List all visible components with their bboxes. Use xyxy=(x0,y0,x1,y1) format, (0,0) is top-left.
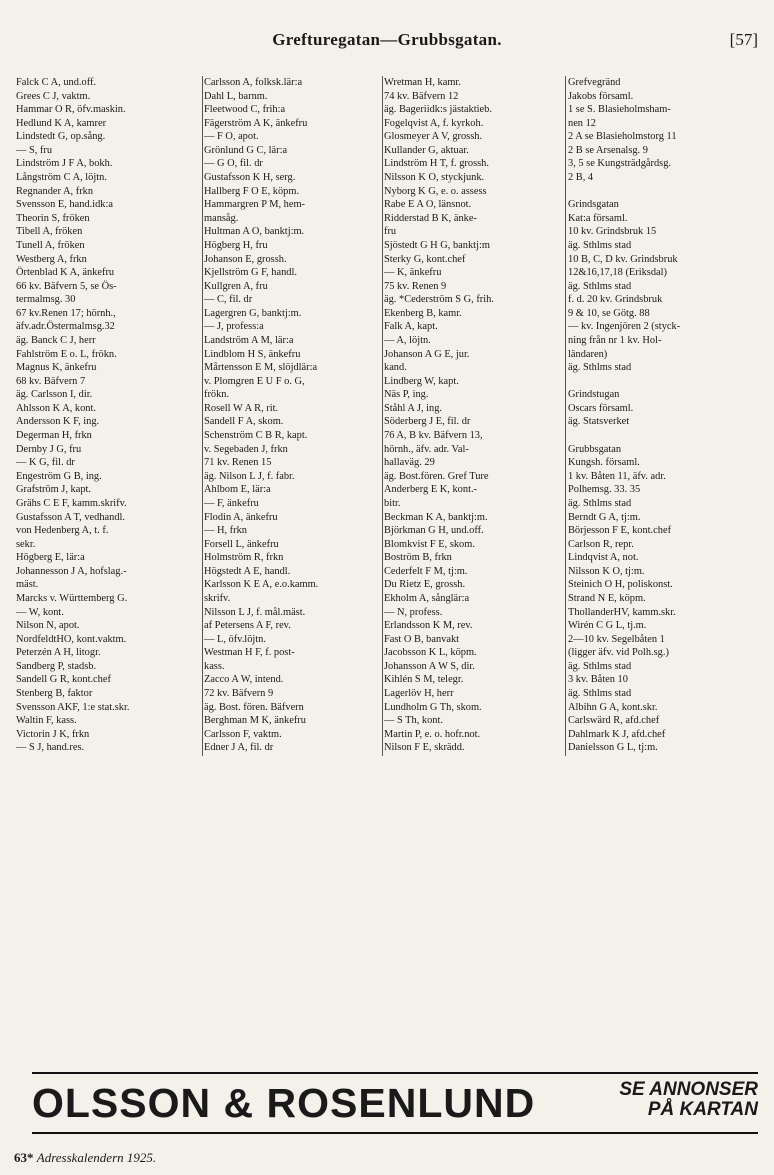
directory-entry: 10 B, C, D kv. Grindsbruk xyxy=(568,253,678,265)
directory-column-1 xyxy=(16,76,202,756)
directory-entry: — N, profess. xyxy=(384,606,443,618)
directory-entry: Grindsgatan xyxy=(568,199,619,211)
directory-entry: — K, änkefru xyxy=(384,267,442,279)
directory-entry: 12&16,17,18 (Eriksdal) xyxy=(568,267,667,279)
directory-entry: Kullgren A, fru xyxy=(204,280,268,292)
directory-entry: Hammar O R, öfv.maskin. xyxy=(16,104,126,116)
directory-column-4 xyxy=(568,76,768,756)
directory-entry: Nilsson K O, tj:m. xyxy=(568,565,645,577)
directory-entry: kass. xyxy=(204,660,225,672)
directory-entry: Tunell A, fröken xyxy=(16,239,85,251)
directory-entry: Kullander G, aktuar. xyxy=(384,144,469,156)
directory-entry: Svensson AKF, 1:e stat.skr. xyxy=(16,701,130,713)
directory-entry: Sterky G, kont.chef xyxy=(384,253,466,265)
directory-entry: Hedlund K A, kamrer xyxy=(16,117,107,129)
directory-entry: Ridderstad B K, änke- xyxy=(384,212,477,224)
directory-entry: Erlandsson K M, rev. xyxy=(384,620,473,632)
directory-entry: Wretman H, kamr. xyxy=(384,77,461,88)
column-divider xyxy=(382,76,383,756)
directory-entry: Långström C A, löjtn. xyxy=(16,172,107,184)
directory-entry: Ekenberg B, kamr. xyxy=(384,307,462,319)
directory-entry: Du Rietz E, grossh. xyxy=(384,579,466,591)
directory-entry: 1 kv. Båten 11, äfv. adr. xyxy=(568,470,666,482)
directory-entry: Albihn G A, kont.skr. xyxy=(568,701,658,713)
directory-entry: äg. Bost. fören. Bäfvern xyxy=(204,701,304,713)
directory-entry: mansåg. xyxy=(204,212,239,224)
directory-entry: Peterzén A H, litogr. xyxy=(16,647,101,659)
directory-entry: Jacobsson K L, köpm. xyxy=(384,647,477,659)
directory-entry: Sandell G R, kont.chef xyxy=(16,674,111,686)
directory-entry: 66 kv. Bäfvern 5, se Ös- xyxy=(16,280,117,292)
directory-entry: sekr. xyxy=(16,538,36,550)
directory-entry: Carlsson A, folksk.lär:a xyxy=(204,77,303,88)
directory-entry: äg. Bageriidk:s jästaktieb. xyxy=(384,104,492,116)
directory-entry: ThollanderHV, kamm.skr. xyxy=(568,606,676,618)
directory-entry: skrifv. xyxy=(204,592,231,604)
directory-entry: äg. Sthlms stad xyxy=(568,660,632,672)
directory-entry: Ståhl A J, ing. xyxy=(384,402,443,414)
directory-entry: — S, fru xyxy=(16,144,53,156)
directory-entry: Magnus K, änkefru xyxy=(16,362,97,374)
directory-entry: 2—10 kv. Segelbåten 1 xyxy=(568,633,665,645)
advertisement-banner xyxy=(32,1072,758,1134)
directory-entry: 74 kv. Bäfvern 12 xyxy=(384,90,459,102)
directory-entry: Sandberg P, stadsb. xyxy=(16,660,97,672)
directory-entry: 1 se S. Blasieholmsham- xyxy=(568,104,671,116)
directory-entry: Fahlström E o. L, frökn. xyxy=(16,348,117,360)
page-header xyxy=(0,30,774,54)
directory-entry: Grafström J, kapt. xyxy=(16,484,92,496)
directory-entry: Lindberg W, kapt. xyxy=(384,375,459,387)
directory-entry: äg. Bost.fören. Gref Ture xyxy=(384,470,489,482)
directory-entry: Fleetwood C, frih:a xyxy=(204,104,286,116)
directory-entry: Westberg A, frkn xyxy=(16,253,87,265)
directory-entry: Johansson A W S, dir. xyxy=(384,660,475,672)
directory-entry: Edner J A, fil. dr xyxy=(204,742,274,754)
directory-entry: — H, frkn xyxy=(204,525,247,537)
directory-entry: Dahl L, barnm. xyxy=(204,90,268,102)
directory-entry: Regnander A, frkn xyxy=(16,185,94,197)
directory-entry: Johanson A G E, jur. xyxy=(384,348,470,360)
directory-entry: Grindstugan xyxy=(568,389,620,401)
directory-entry: 67 kv.Renen 17; hörnh., xyxy=(16,307,116,319)
directory-entry: Mårtensson E M, slöjdlär:a xyxy=(204,362,318,374)
directory-entry: Ahlbom E, lär:a xyxy=(204,484,271,496)
footer-page-number: 63* xyxy=(14,1150,34,1165)
directory-entry: äfv.adr.Östermalmsg.32 xyxy=(16,321,115,333)
directory-entry: Karlsson K E A, e.o.kamm. xyxy=(204,579,319,591)
directory-entry: af Petersens A F, rev. xyxy=(204,620,291,632)
directory-entry: — S Th, kont. xyxy=(384,715,443,727)
directory-entry: Berghman M K, änkefru xyxy=(204,715,306,727)
directory-entry: — S J, hand.res. xyxy=(16,742,85,754)
directory-entry: bitr. xyxy=(384,497,401,509)
directory-entry xyxy=(568,375,768,389)
directory-entry: Lindqvist A, not. xyxy=(568,552,639,564)
directory-entry: 9 & 10, se Götg. 88 xyxy=(568,307,650,319)
directory-entry: mäst. xyxy=(16,579,39,591)
directory-entry xyxy=(568,429,768,443)
directory-entry: Björkman G H, und.off. xyxy=(384,525,484,537)
directory-entry: hörnh., äfv. adr. Val- xyxy=(384,443,469,455)
directory-entry: äg. Sthlms stad xyxy=(568,497,632,509)
directory-columns xyxy=(16,76,768,756)
directory-entry: — kv. Ingenjören 2 (styck- xyxy=(568,321,681,333)
directory-entry: 10 kv. Grindsbruk 15 xyxy=(568,226,657,238)
directory-entry: Lindström H T, f. grossh. xyxy=(384,158,489,170)
directory-entry: äg. *Cederström S G, frih. xyxy=(384,294,494,306)
directory-entry: ning från nr 1 kv. Hol- xyxy=(568,334,662,346)
directory-entry: Carlson R, repr. xyxy=(568,538,634,550)
directory-entry: Falck C A, und.off. xyxy=(16,77,97,88)
directory-entry: Gustafsson A T, vedhandl. xyxy=(16,511,125,523)
directory-entry: NordfeldtHO, kont.vaktm. xyxy=(16,633,127,645)
directory-entry: Grees C J, vaktm. xyxy=(16,90,91,102)
directory-entry: Nilsson K O, styckjunk. xyxy=(384,172,485,184)
directory-entry: ländaren) xyxy=(568,348,608,360)
directory-entry: Nyborg K G, e. o. assess xyxy=(384,185,487,197)
directory-entry xyxy=(384,755,564,756)
directory-entry: Ekholm A, sånglär:a xyxy=(384,592,470,604)
directory-entry: Martin P, e. o. hofr.not. xyxy=(384,728,481,740)
directory-entry: Westman H F, f. post- xyxy=(204,647,295,659)
directory-entry: Flodin A, änkefru xyxy=(204,511,278,523)
directory-entry: Fast O B, banvakt xyxy=(384,633,460,645)
directory-entry: Theorin S, fröken xyxy=(16,212,90,224)
directory-entry: Forsell L, änkefru xyxy=(204,538,279,550)
directory-entry: Grähs C E F, kamm.skrifv. xyxy=(16,497,127,509)
directory-entry: 68 kv. Bäfvern 7 xyxy=(16,375,86,387)
directory-entry: Jakobs församl. xyxy=(568,90,634,102)
directory-entry: Kjellström G F, handl. xyxy=(204,267,297,279)
directory-entry: 72 kv. Bäfvern 9 xyxy=(204,688,274,700)
directory-entry: Näs P, ing. xyxy=(384,389,429,401)
directory-entry: 76 A, B kv. Bäfvern 13, xyxy=(384,430,483,442)
directory-entry: Steinich O H, poliskonst. xyxy=(568,579,673,591)
directory-entry: Cederfelt F M, tj:m. xyxy=(384,565,468,577)
directory-entry: — F O, apot. xyxy=(204,131,259,143)
directory-entry: hallaväg. 29 xyxy=(384,457,435,469)
directory-entry: Sjöstedt G H G, banktj:m xyxy=(384,239,490,251)
page-title: Grefturegatan—Grubbsgatan. xyxy=(272,30,502,49)
directory-entry: nen 12 xyxy=(568,117,596,129)
directory-entry: Lagerlöv H, herr xyxy=(384,688,454,700)
directory-entry: Boström B, frkn xyxy=(384,552,452,564)
page-number: [57] xyxy=(729,30,758,49)
directory-entry: 3, 5 se Kungsträdgårdsg. xyxy=(568,158,672,170)
directory-entry: Lagergren G, banktj:m. xyxy=(204,307,302,319)
directory-entry: termalmsg. 30 xyxy=(16,294,76,306)
tagline-line-1: SE ANNONSER xyxy=(619,1079,758,1100)
directory-entry: Grefvegränd xyxy=(568,77,621,88)
directory-entry: Glosmeyer A V, grossh. xyxy=(384,131,483,143)
advertisement-tagline xyxy=(619,1080,758,1120)
directory-entry: Kat:a församl. xyxy=(568,212,628,224)
directory-entry: Nilson F E, skrädd. xyxy=(384,742,465,754)
directory-entry: Hammargren P M, hem- xyxy=(204,199,305,211)
directory-entry: Waltin F, kass. xyxy=(16,715,77,727)
directory-entry: — C, fil. dr xyxy=(204,294,253,306)
directory-entry: Hultman A O, banktj:m. xyxy=(204,226,305,238)
directory-entry: — K G, fil. dr xyxy=(16,457,75,469)
directory-entry xyxy=(204,755,382,756)
column-divider xyxy=(202,76,203,756)
directory-entry: Anderberg E K, kont.- xyxy=(384,484,478,496)
directory-entry: Grubbsgatan xyxy=(568,443,622,455)
directory-entry: Marcks v. Württemberg G. xyxy=(16,592,128,604)
directory-entry: äg. Statsverket xyxy=(568,416,630,428)
directory-entry: Falk A, kapt. xyxy=(384,321,438,333)
directory-entry: Högberg H, fru xyxy=(204,239,268,251)
directory-entry: — J, profess:a xyxy=(204,321,264,333)
directory-entry: Holmström R, frkn xyxy=(204,552,284,564)
directory-entry: Kungsh. församl. xyxy=(568,457,640,469)
directory-entry: Andersson K F, ing. xyxy=(16,416,100,428)
directory-entry: (ligger äfv. vid Polh.sg.) xyxy=(568,647,669,659)
directory-entry: äg. Sthlms stad xyxy=(568,362,632,374)
footer-publication: Adresskalendern 1925. xyxy=(36,1150,157,1165)
directory-entry: Danielsson G L, tj:m. xyxy=(568,742,658,754)
directory-entry: Nilson N, apot. xyxy=(16,620,80,632)
directory-entry: — G O, fil. dr xyxy=(204,158,263,170)
directory-entry: f. d. 20 kv. Grindsbruk xyxy=(568,294,663,306)
directory-entry: Schenström C B R, kapt. xyxy=(204,430,308,442)
directory-entry: frökn. xyxy=(204,389,230,401)
directory-entry: 2 B se Arsenalsg. 9 xyxy=(568,144,648,156)
directory-entry: Rosell W A R, rit. xyxy=(204,402,279,414)
directory-entry: äg. Nilson L J, f. fabr. xyxy=(204,470,295,482)
directory-entry: äg. Sthlms stad xyxy=(568,239,632,251)
directory-entry: Fägerström A K, änkefru xyxy=(204,117,308,129)
directory-entry: Johanson E, grossh. xyxy=(204,253,287,265)
directory-entry: Beckman K A, banktj:m. xyxy=(384,511,488,523)
directory-entry: Blomkvist F E, skom. xyxy=(384,538,475,550)
directory-entry: Högstedt A E, handl. xyxy=(204,565,291,577)
directory-entry: Kihlén S M, telegr. xyxy=(384,674,464,686)
directory-entry: Ahlsson K A, kont. xyxy=(16,402,96,414)
directory-entry: Degerman H, frkn xyxy=(16,430,92,442)
directory-entry: Dernby J G, fru xyxy=(16,443,82,455)
directory-entry: — W, kont. xyxy=(16,606,64,618)
directory-entry: Zacco A W, intend. xyxy=(204,674,284,686)
page-footer xyxy=(14,1150,156,1166)
directory-entry: 2 A se Blasieholmstorg 11 xyxy=(568,131,677,143)
directory-entry: v. Segebaden J, frkn xyxy=(204,443,288,455)
directory-entry: Berndt G A, tj:m. xyxy=(568,511,641,523)
directory-entry: äg. Banck C J, herr xyxy=(16,334,96,346)
directory-entry: Fogelqvist A, f. kyrkoh. xyxy=(384,117,484,129)
directory-entry: 71 kv. Renen 15 xyxy=(204,457,272,469)
directory-entry xyxy=(568,755,768,756)
directory-entry: Polhemsg. 33. 35 xyxy=(568,484,641,496)
directory-column-3 xyxy=(384,76,564,756)
directory-entry: Landström A M, lär:a xyxy=(204,334,294,346)
directory-entry: Rabe E A O, länsnot. xyxy=(384,199,472,211)
directory-entry xyxy=(16,755,202,756)
directory-entry: Carlsson F, vaktm. xyxy=(204,728,282,740)
directory-entry: Carlswärd R, afd.chef xyxy=(568,715,660,727)
directory-entry: äg. Sthlms stad xyxy=(568,688,632,700)
directory-entry: Dahlmark K J, afd.chef xyxy=(568,728,666,740)
directory-entry: — A, löjtn. xyxy=(384,334,431,346)
directory-entry: Johannesson J A, hofslag.- xyxy=(16,565,127,577)
directory-entry: 75 kv. Renen 9 xyxy=(384,280,447,292)
directory-entry: 3 kv. Båten 10 xyxy=(568,674,628,686)
directory-entry: Örtenblad K A, änkefru xyxy=(16,267,115,279)
directory-entry: Lundholm G Th, skom. xyxy=(384,701,482,713)
directory-column-2 xyxy=(204,76,382,756)
tagline-line-2: PÅ KARTAN xyxy=(647,1099,758,1120)
directory-entry: Stenberg B, faktor xyxy=(16,688,93,700)
directory-entry: Tibell A, fröken xyxy=(16,226,83,238)
directory-entry: Lindström J F A, bokh. xyxy=(16,158,113,170)
directory-entry: Engeström G B, ing. xyxy=(16,470,102,482)
directory-entry: Wirén C G L, tj.m. xyxy=(568,620,647,632)
directory-entry: von Hedenberg A, t. f. xyxy=(16,525,109,537)
directory-entry: Nilsson L J, f. mål.mäst. xyxy=(204,606,306,618)
directory-entry: — L, öfv.löjtn. xyxy=(204,633,266,645)
directory-entry: Lindstedt G, op.sång. xyxy=(16,131,106,143)
directory-entry: 2 B, 4 xyxy=(568,172,594,184)
directory-entry: — F, änkefru xyxy=(204,497,259,509)
directory-entry: Söderberg J E, fil. dr xyxy=(384,416,471,428)
directory-entry: Hallberg F O E, köpm. xyxy=(204,185,300,197)
directory-entry: Svensson E, hand.idk:a xyxy=(16,199,113,211)
directory-entry: Högberg E, lär:a xyxy=(16,552,85,564)
directory-entry: kand. xyxy=(384,362,407,374)
directory-entry: Gustafsson K H, serg. xyxy=(204,172,296,184)
directory-entry: Victorin J K, frkn xyxy=(16,728,90,740)
directory-entry: Sandell F A, skom. xyxy=(204,416,284,428)
directory-entry: äg. Sthlms stad xyxy=(568,280,632,292)
directory-entry: fru xyxy=(384,226,397,238)
column-divider xyxy=(565,76,566,756)
directory-entry: äg. Carlsson I, dir. xyxy=(16,389,93,401)
directory-entry xyxy=(568,185,768,199)
directory-entry: Oscars församl. xyxy=(568,402,634,414)
directory-entry: Grönlund G C, lär:a xyxy=(204,144,288,156)
directory-entry: v. Plomgren E U F o. G, xyxy=(204,375,305,387)
advertiser-name: OLSSON & ROSENLUND xyxy=(32,1080,536,1126)
directory-entry: Strand N E, köpm. xyxy=(568,592,646,604)
directory-entry: Börjesson F E, kont.chef xyxy=(568,525,672,537)
directory-entry: Lindblom H S, änkefru xyxy=(204,348,301,360)
